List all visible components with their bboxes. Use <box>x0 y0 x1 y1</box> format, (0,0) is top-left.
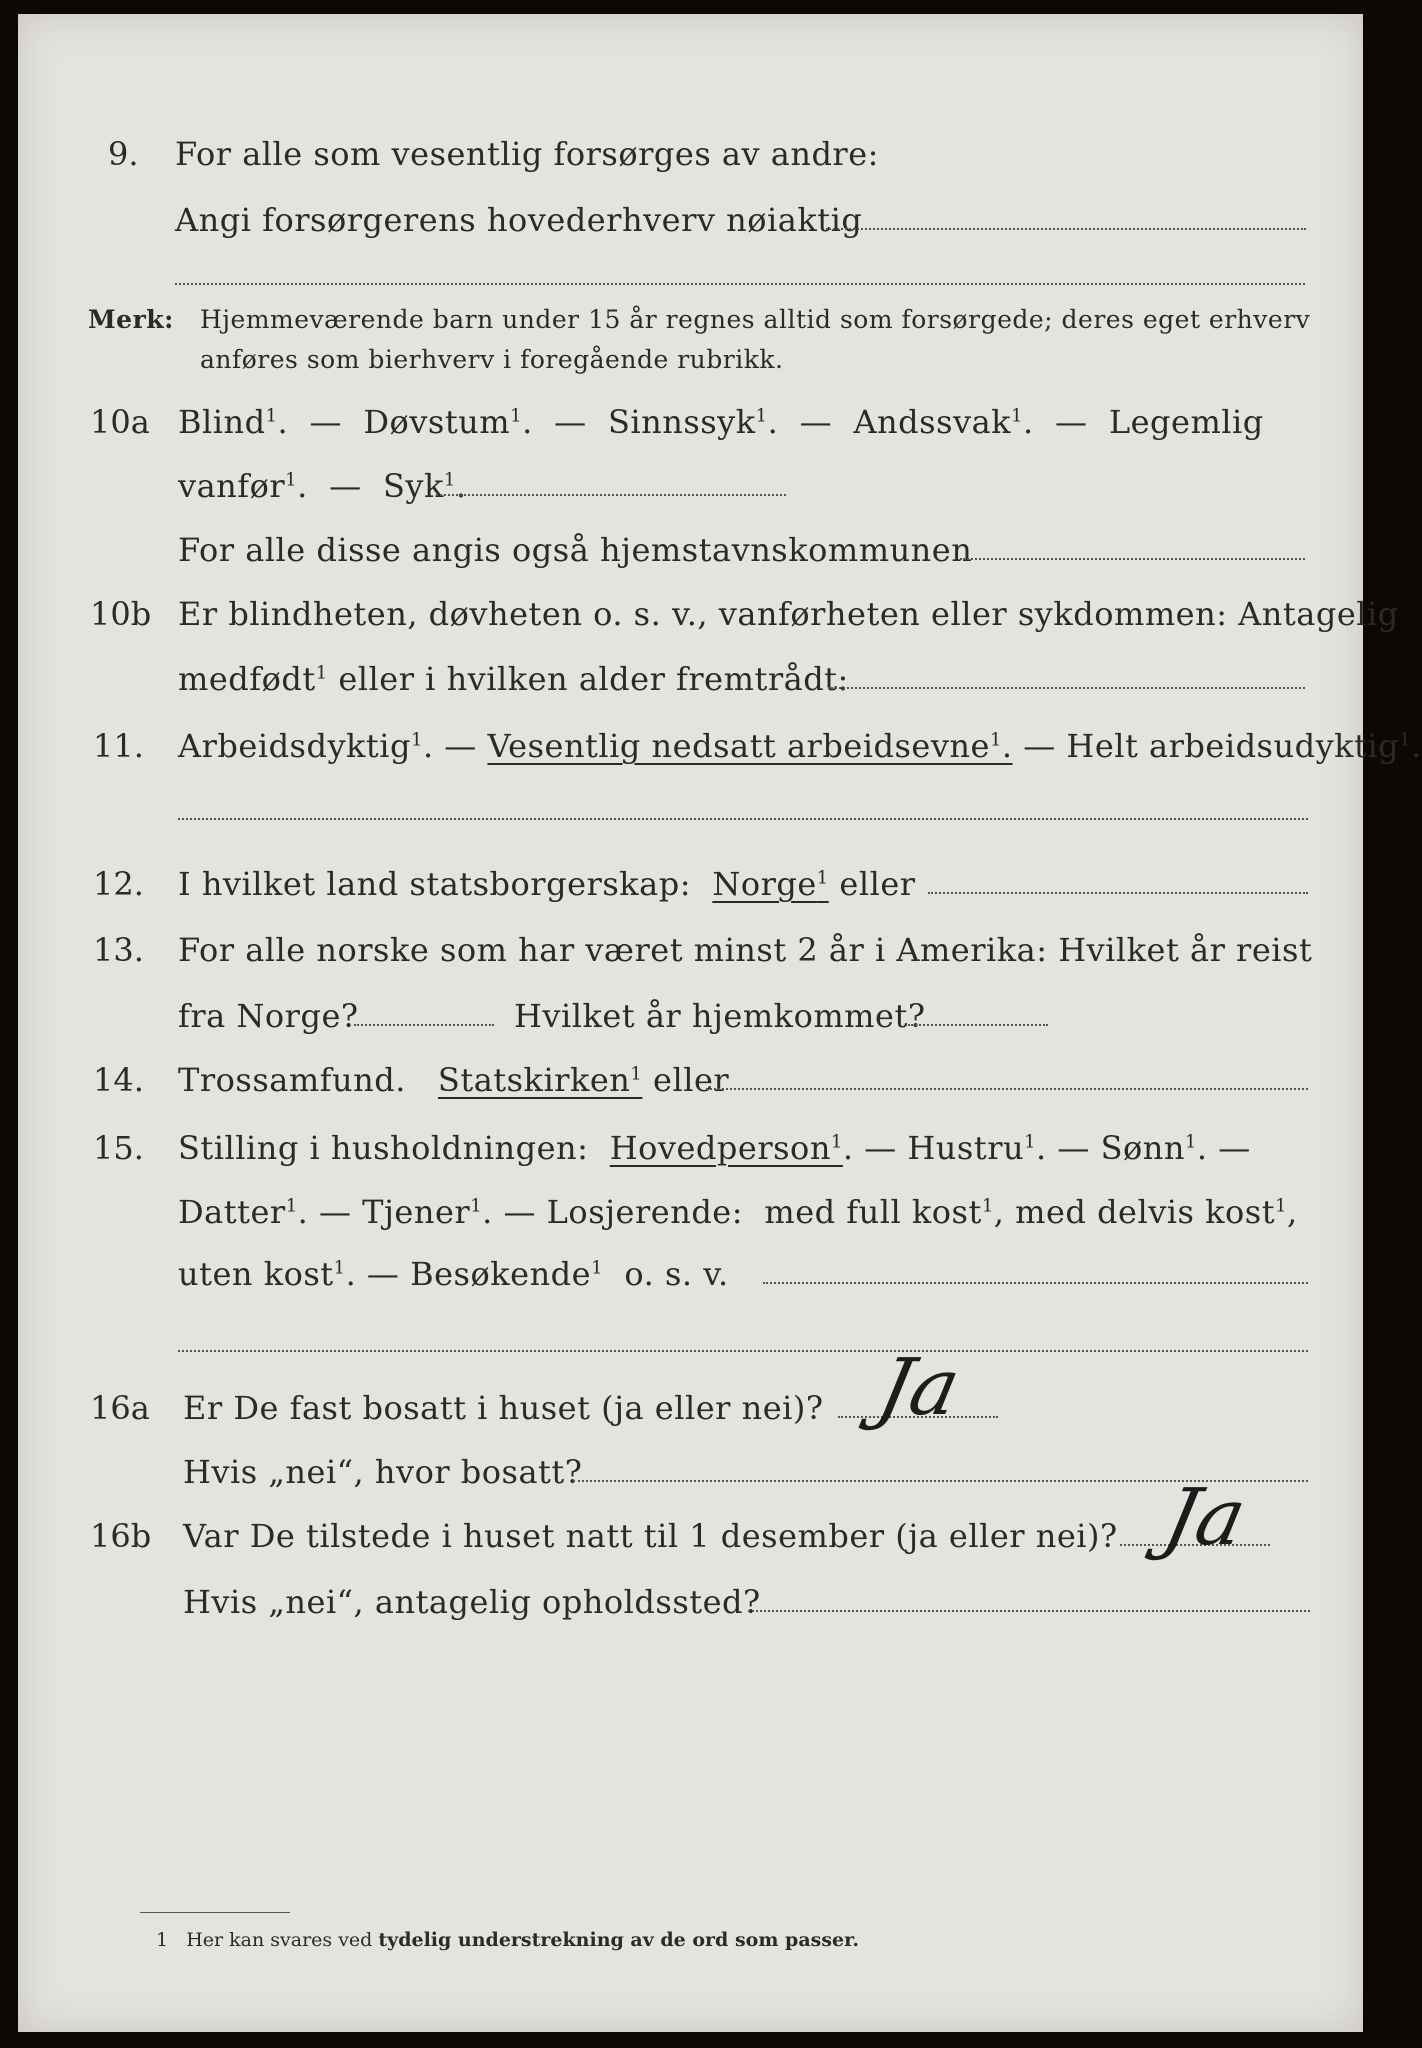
q16b-handwritten-answer: Ja <box>1156 1473 1254 1563</box>
q9-answer-line-2 <box>175 283 1305 285</box>
q10b-number: 10b <box>90 595 152 633</box>
census-form-page <box>18 14 1422 2032</box>
opt-andssvak: Andssvak <box>853 403 1012 441</box>
q15-line1: Stilling i husholdningen: Hovedperson$^1$. — Hustru$^1$. — Sønn$^1$. — <box>178 1129 1251 1167</box>
merk-line2: anføres som bierhverv i foregående rubrikk. <box>200 345 784 374</box>
q14-number: 14. <box>93 1061 144 1099</box>
q13-reist-line <box>354 1024 494 1026</box>
q10b-line2: medfødt$^1$ eller i hvilken alder fremtrådt: <box>178 660 849 698</box>
q13-number: 13. <box>93 931 144 969</box>
footnote: 1 Her kan svares ved tydelig understrekning av de ord som passer. <box>156 1929 859 1951</box>
q9-number: 9. <box>108 135 139 173</box>
q12-line: I hvilket land statsborgerskap: Norge$^1$ eller <box>178 865 916 903</box>
q10a-syk-line <box>436 494 786 496</box>
q14-line: Trossamfund. Statskirken$^1$ eller <box>178 1061 730 1099</box>
opt-sinnssyk: Sinnssyk <box>607 403 756 441</box>
opt-vanfor: vanfør <box>178 467 286 505</box>
q13-hjemkommet-line <box>908 1024 1048 1026</box>
q16b-line1: Var De tilstede i huset natt til 1 desember (ja eller nei)? <box>183 1517 1118 1555</box>
q10a-line3: For alle disse angis også hjemstavnskommunen <box>178 531 973 569</box>
q12-number: 12. <box>93 865 144 903</box>
q12-answer-line <box>928 892 1308 894</box>
opt-syk: Syk <box>382 467 444 505</box>
opt-vesentlig-nedsatt-underlined: Vesentlig nedsatt arbeidsevne$^1$. <box>487 727 1013 765</box>
opt-legemlig: Legemlig <box>1108 403 1264 441</box>
q16a-line1: Er De fast bosatt i huset (ja eller nei)? <box>183 1389 824 1427</box>
q11-line1: Arbeidsdyktig$^1$. — Vesentlig nedsatt arbeidsevne$^1$. — Helt arbeidsudyktig$^1$. <box>178 727 1422 765</box>
q16b-opphold-line <box>748 1610 1310 1612</box>
q13-line1: For alle norske som har været minst 2 år i Amerika: Hvilket år reist <box>178 931 1313 969</box>
opt-norge-underlined: Norge$^1$ <box>712 865 829 903</box>
q15-number: 15. <box>93 1129 144 1167</box>
q10a-kommune-line <box>960 558 1305 560</box>
q16a-number: 16a <box>90 1389 150 1427</box>
q10a-line2: vanfør$^1$. — Syk$^1$. <box>178 467 467 505</box>
opt-arbeidsdyktig: Arbeidsdyktig <box>178 727 411 765</box>
q13-line2b: Hvilket år hjemkommet? <box>514 997 926 1035</box>
opt-hovedperson-underlined: Hovedperson$^1$ <box>609 1129 843 1167</box>
opt-helt-udyktig: Helt arbeidsudyktig <box>1066 727 1400 765</box>
q9-line2: Angi forsørgerens hovederhverv nøiaktig <box>175 201 863 239</box>
q10a-number: 10a <box>90 403 150 441</box>
merk-line1: Hjemmeværende barn under 15 år regnes alltid som forsørgede; deres eget erhverv <box>200 305 1311 334</box>
q16b-line2: Hvis „nei“, antagelig opholdssted? <box>183 1583 761 1621</box>
q13-line2a: fra Norge? <box>178 997 359 1035</box>
q14-answer-line <box>706 1088 1308 1090</box>
q11-number: 11. <box>93 727 144 765</box>
opt-blind: Blind <box>178 403 266 441</box>
q11-answer-line <box>178 818 1308 820</box>
opt-statskirken-underlined: Statskirken$^1$ <box>437 1061 643 1099</box>
q16a-handwritten-answer: Ja <box>870 1343 968 1433</box>
q15-line3: uten kost$^1$. — Besøkende$^1$ o. s. v. <box>178 1255 729 1293</box>
q10b-line1: Er blindheten, døvheten o. s. v., vanførheten eller sykdommen: Antagelig <box>178 595 1399 633</box>
merk-label: Merk: <box>88 305 174 334</box>
q15-answer-line <box>763 1282 1308 1284</box>
opt-dovstum: Døvstum <box>363 403 511 441</box>
q16a-line2: Hvis „nei“, hvor bosatt? <box>183 1453 583 1491</box>
q16b-number: 16b <box>90 1517 152 1555</box>
q15-line2: Datter$^1$. — Tjener$^1$. — Losjerende: med full kost$^1$, med delvis kost$^1$, <box>178 1193 1298 1231</box>
q10b-answer-line <box>828 687 1305 689</box>
q9-answer-line <box>826 228 1306 230</box>
q15-answer-line-2 <box>178 1350 1308 1352</box>
footnote-rule <box>140 1912 290 1913</box>
q10a-line1: Blind$^1$. — Døvstum$^1$. — Sinnssyk$^1$. — Andssvak$^1$. — Legemlig <box>178 403 1264 441</box>
q9-line1: For alle som vesentlig forsørges av andre: <box>175 135 879 173</box>
